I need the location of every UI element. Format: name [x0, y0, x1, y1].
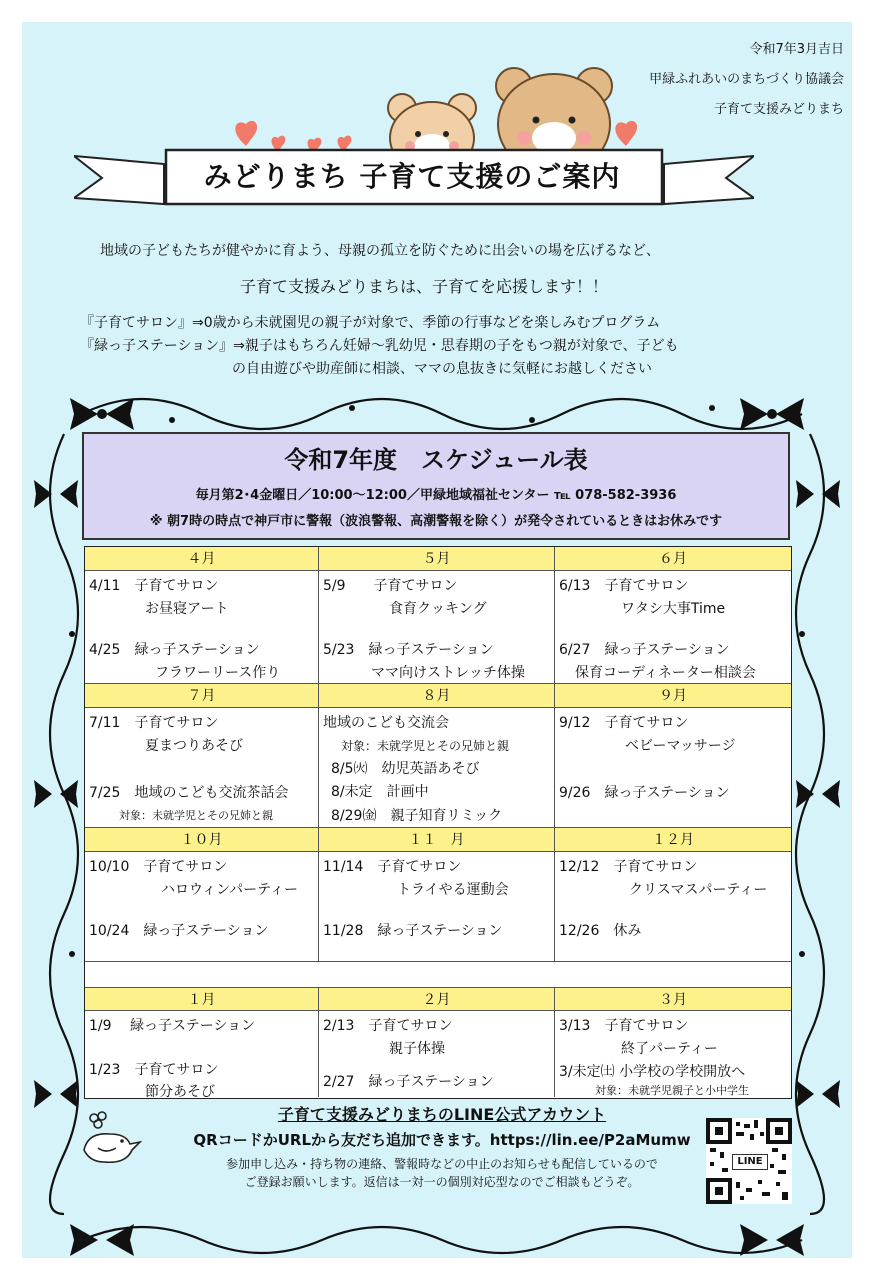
month-cell-may — [319, 571, 555, 684]
event-line: 対象：未就学児とその兄姉と親 — [119, 809, 273, 822]
event-line: 対象：未就学児親子と小中学生 — [595, 1084, 749, 1097]
line-qr-code[interactable] — [706, 1118, 792, 1204]
line-note-1: 参加申し込み・持ち物の連絡、警報時などの中止のお知らせも配信しているので — [226, 1157, 658, 1171]
qr-line-label: LINE — [732, 1154, 768, 1170]
event-line: 12/12 子育てサロン — [559, 859, 698, 875]
event-line: 2/27 緑っ子ステーション — [323, 1074, 494, 1090]
event-line: 地域のこども交流会 — [323, 715, 449, 731]
event-line: 11/14 子育てサロン — [323, 859, 462, 875]
event-line: 10/10 子育てサロン — [89, 859, 228, 875]
event-line: クリスマスパーティー — [629, 882, 768, 898]
schedule-warning: ※ 朝7時の時点で神戸市に警報（波浪警報、高潮警報を除く）が発令されているときはお休みです — [149, 514, 723, 529]
event-line: 8/5㈫ 幼児英語あそび — [331, 761, 480, 777]
bear-left-icon — [388, 94, 476, 156]
event-line: 1/9 緑っ子ステーション — [89, 1018, 256, 1034]
month-header-apr: ４月 — [85, 547, 319, 571]
event-line: 12/26 休み — [559, 923, 642, 939]
month-cell-oct — [85, 852, 319, 962]
month-header-mar: ３月 — [555, 987, 791, 1011]
event-line: 5/23 緑っ子ステーション — [323, 642, 494, 658]
schedule-title: 令和7年度 スケジュール表 — [284, 446, 588, 474]
event-line: 4/25 緑っ子ステーション — [89, 642, 260, 658]
intro-line-2: 子育て支援みどりまちは、子育てを応援します！！ — [240, 277, 609, 296]
intro-line-1: 地域の子どもたちが健やかに育よう、母親の孤立を防ぐために出会いの場を広げるなど、 — [100, 243, 660, 259]
bird-icon — [74, 1108, 146, 1172]
month-cell-aug — [319, 708, 555, 828]
schedule-info: 毎月第2･4金曜日／10:00～12:00／甲緑地域福祉センター ℡ 078-582-3936 — [195, 488, 677, 503]
event-line: 11/28 緑っ子ステーション — [323, 923, 503, 939]
line-qr-instruction[interactable]: QRコードかURLから友だち追加できます。https://lin.ee/P2aMumw — [193, 1131, 691, 1149]
bears-illustration — [222, 46, 642, 156]
issuer-council: 甲緑ふれあいのまちづくり協議会 — [649, 72, 844, 87]
event-line: 3/未定㈯ 小学校の学校開放へ — [559, 1064, 746, 1080]
month-header-jan: １月 — [85, 987, 319, 1011]
event-line: 9/12 子育てサロン — [559, 715, 689, 731]
month-header-jul: ７月 — [85, 684, 319, 708]
line-account-title: 子育て支援みどりまちのLINE公式アカウント — [277, 1105, 607, 1124]
month-cell-dec — [555, 852, 791, 962]
event-line: 7/11 子育てサロン — [89, 715, 219, 731]
month-header-sep: ９月 — [555, 684, 791, 708]
event-line: 食育クッキング — [389, 601, 487, 617]
event-line: お昼寝アート — [145, 601, 229, 617]
month-cell-nov — [319, 852, 555, 962]
month-header-oct: １０月 — [85, 828, 319, 852]
month-cell-jan — [85, 1011, 319, 1100]
event-line: 8/29㈮ 親子知育リミック — [331, 808, 503, 824]
month-cell-feb — [319, 1011, 555, 1097]
event-line: 7/25 地域のこども交流茶話会 — [89, 785, 289, 801]
intro-line-3: 『子育てサロン』⇒0歳から未就園児の親子が対象で、季節の行事などを楽しみむプログラム — [80, 315, 661, 331]
line-note-2: ご登録お願いします。返信は一対一の個別対応型なのでご相談もどうぞ。 — [244, 1175, 640, 1189]
event-line: 親子体操 — [389, 1041, 445, 1057]
event-line: 8/未定 計画中 — [331, 784, 429, 800]
month-cell-jul — [85, 708, 319, 828]
flyer-page — [22, 22, 852, 1258]
page-title: みどりまち 子育て支援のご案内 — [203, 160, 621, 193]
event-line: 3/13 子育てサロン — [559, 1018, 689, 1034]
event-line: 10/24 緑っ子ステーション — [89, 923, 269, 939]
event-line: 6/27 緑っ子ステーション — [559, 642, 730, 658]
event-line: 1/23 子育てサロン — [89, 1062, 219, 1078]
event-line: フラワーリース作り — [155, 665, 281, 681]
event-line: 2/13 子育てサロン — [323, 1018, 453, 1034]
issuer-group: 子育て支援みどりまち — [713, 102, 844, 117]
event-line: 9/26 緑っ子ステーション — [559, 785, 730, 801]
event-line: 5/9 子育てサロン — [323, 578, 458, 594]
event-line: 6/13 子育てサロン — [559, 578, 689, 594]
schedule-header — [82, 432, 790, 540]
event-line: 節分あそび — [145, 1084, 215, 1100]
issue-date: 令和7年3月吉日 — [749, 42, 844, 57]
month-header-jun: ６月 — [555, 547, 791, 571]
event-line: ワタシ大事Time — [621, 601, 726, 617]
intro-line-4: 『緑っ子ステーション』⇒親子はもちろん妊婦～乳幼児・思春期の子をもつ親が対象で、子ども — [80, 338, 679, 354]
event-line: ハロウィンパーティー — [161, 882, 299, 898]
event-line: トライやる運動会 — [397, 882, 509, 898]
event-line: ベビーマッサージ — [625, 738, 736, 754]
event-line: 終了パーティー — [621, 1041, 718, 1057]
month-cell-mar — [555, 1011, 791, 1097]
schedule-table — [84, 546, 792, 1099]
month-header-dec: １２月 — [555, 828, 791, 852]
month-header-may: ５月 — [319, 547, 555, 571]
event-line: 対象：未就学児とその兄姉と親 — [341, 739, 510, 753]
event-line: 保育コーディネーター相談会 — [575, 665, 756, 681]
event-line: ママ向けストレッチ体操 — [371, 665, 525, 681]
month-cell-jun — [555, 571, 791, 684]
event-line: 夏まつりあそび — [145, 738, 243, 754]
month-header-nov: １１ 月 — [319, 828, 555, 852]
month-cell-apr — [85, 571, 319, 684]
month-cell-sep — [555, 708, 791, 828]
bear-right-icon — [496, 68, 612, 156]
month-header-aug: ８月 — [319, 684, 555, 708]
event-line: 4/11 子育てサロン — [89, 578, 219, 594]
month-header-feb: ２月 — [319, 987, 555, 1011]
intro-line-5: の自由遊びや助産師に相談、ママの息抜きに気軽にお越しください — [232, 361, 652, 377]
